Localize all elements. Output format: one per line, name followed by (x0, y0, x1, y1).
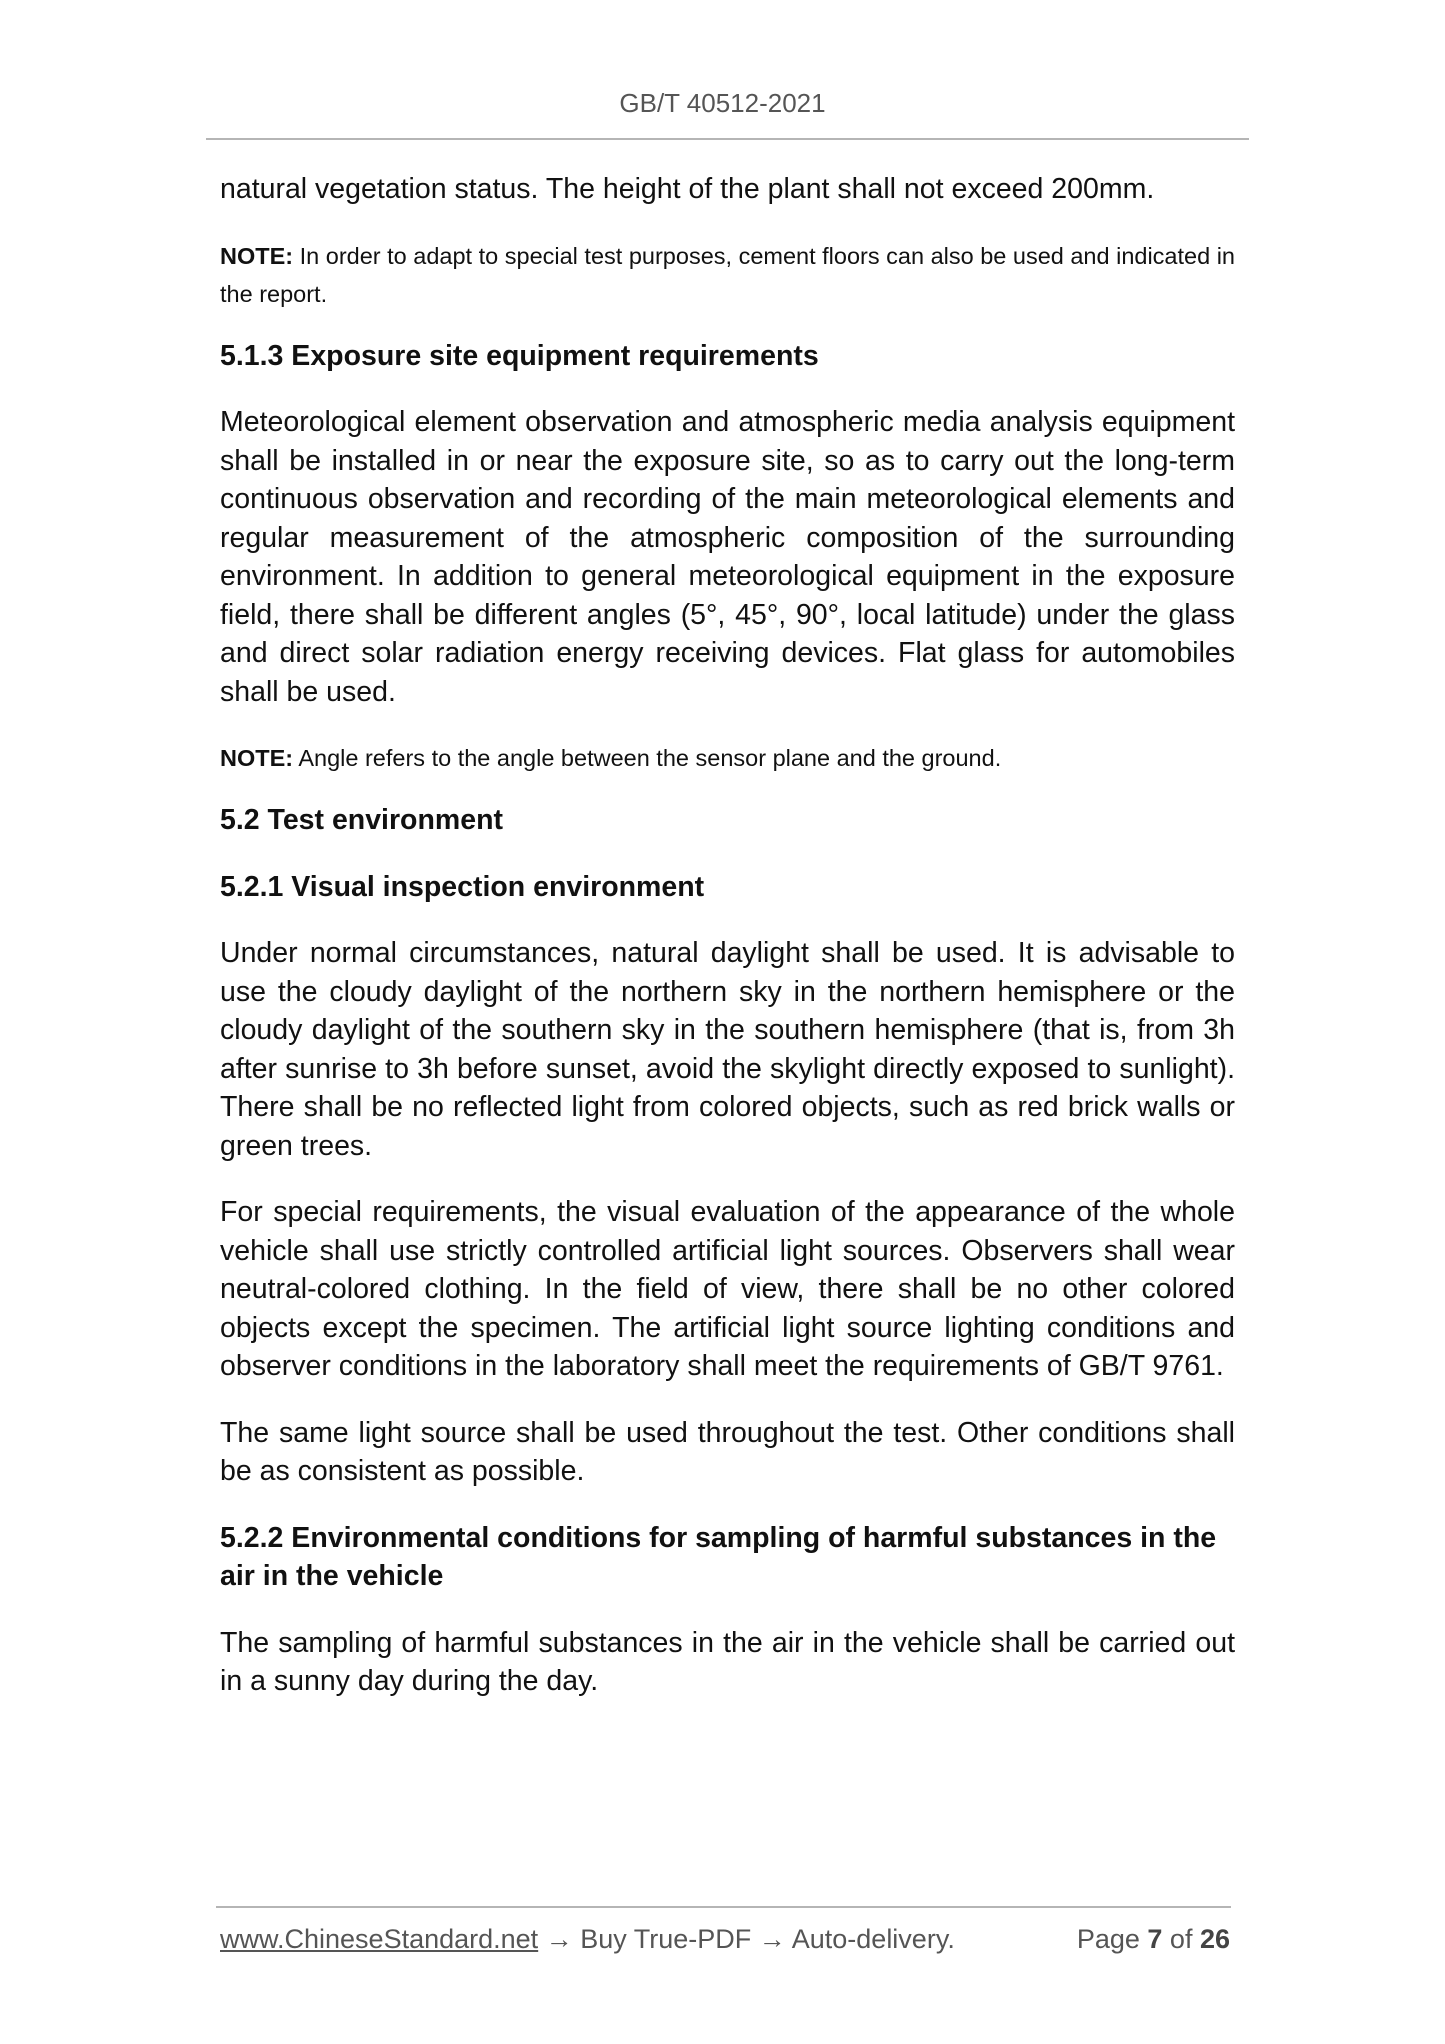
paragraph-natural-daylight: Under normal circumstances, natural daylight shall be used. It is advisable to use the cloudy daylight of the northern sky in the northern hemisphere or the cloudy daylight of the southern sky in the southern hemisphere (that is, from 3h after sunrise to 3h before sunset, avoid the skylight directly exposed to sunlight). There shall be no reflected light from colored objects, such as red brick walls or green trees. (220, 937, 1235, 1162)
page-content (220, 170, 1235, 1729)
note-angle (220, 739, 1235, 777)
header-divider (206, 138, 1249, 140)
heading-5-2-1: 5.2.1 Visual inspection environment (220, 870, 705, 903)
heading-5-2-2: 5.2.2 Environmental conditions for sampling of harmful substances in the air in the vehicle (220, 1521, 1217, 1592)
paragraph-sampling: The sampling of harmful substances in the air in the vehicle shall be carried out in a sunny day during the day. (220, 1626, 1235, 1697)
note-label: NOTE: (220, 745, 294, 771)
paragraph-plant-height: natural vegetation status. The height of the plant shall not exceed 200mm. (220, 173, 1155, 205)
website-link[interactable]: www.ChineseStandard.net (220, 1924, 539, 1954)
page-footer (220, 1924, 1230, 1955)
note-label: NOTE: (220, 242, 294, 269)
page-number (1077, 1924, 1230, 1955)
note-cement-floors (220, 237, 1235, 313)
of-label: of (1162, 1924, 1200, 1954)
current-page: 7 (1147, 1924, 1163, 1954)
document-header: GB/T 40512-2021 (619, 88, 826, 118)
footer-promo: → Buy True-PDF → Auto-delivery. (538, 1924, 955, 1954)
paragraph-light-source-consistency: The same light source shall be used throughout the test. Other conditions shall be as consistent as possible. (220, 1416, 1235, 1487)
paragraph-artificial-light: For special requirements, the visual evaluation of the appearance of the whole vehicle shall use strictly controlled artificial light sources. Observers shall wear neutral-colored clothing. In the field of view, there shall be no other colored objects except the specimen. The artificial light source lighting conditions and observer conditions in the laboratory shall meet the requirements of GB/T 9761. (220, 1196, 1235, 1382)
heading-5-2: 5.2 Test environment (220, 804, 503, 836)
footer-divider (216, 1906, 1231, 1908)
total-pages: 26 (1199, 1924, 1230, 1954)
note-text: Angle refers to the angle between the sensor plane and the ground. (293, 745, 1002, 771)
note-text: In order to adapt to special test purposes, cement floors can also be used and indicated in the report. (220, 242, 1235, 307)
paragraph-exposure-equipment: Meteorological element observation and atmospheric media analysis equipment shall be installed in or near the exposure site, so as to carry out the long-term continuous observation and recording of the main meteorological elements and regular measurement of the atmospheric composition of the surrounding environment. In addition to general meteorological equipment in the exposure field, there shall be different angles (5°, 45°, 90°, local latitude) under the glass and direct solar radiation energy receiving devices. Flat glass for automobiles shall be used. (220, 406, 1235, 708)
heading-5-1-3: 5.1.3 Exposure site equipment requirements (220, 339, 819, 372)
page-label: Page (1076, 1924, 1148, 1954)
